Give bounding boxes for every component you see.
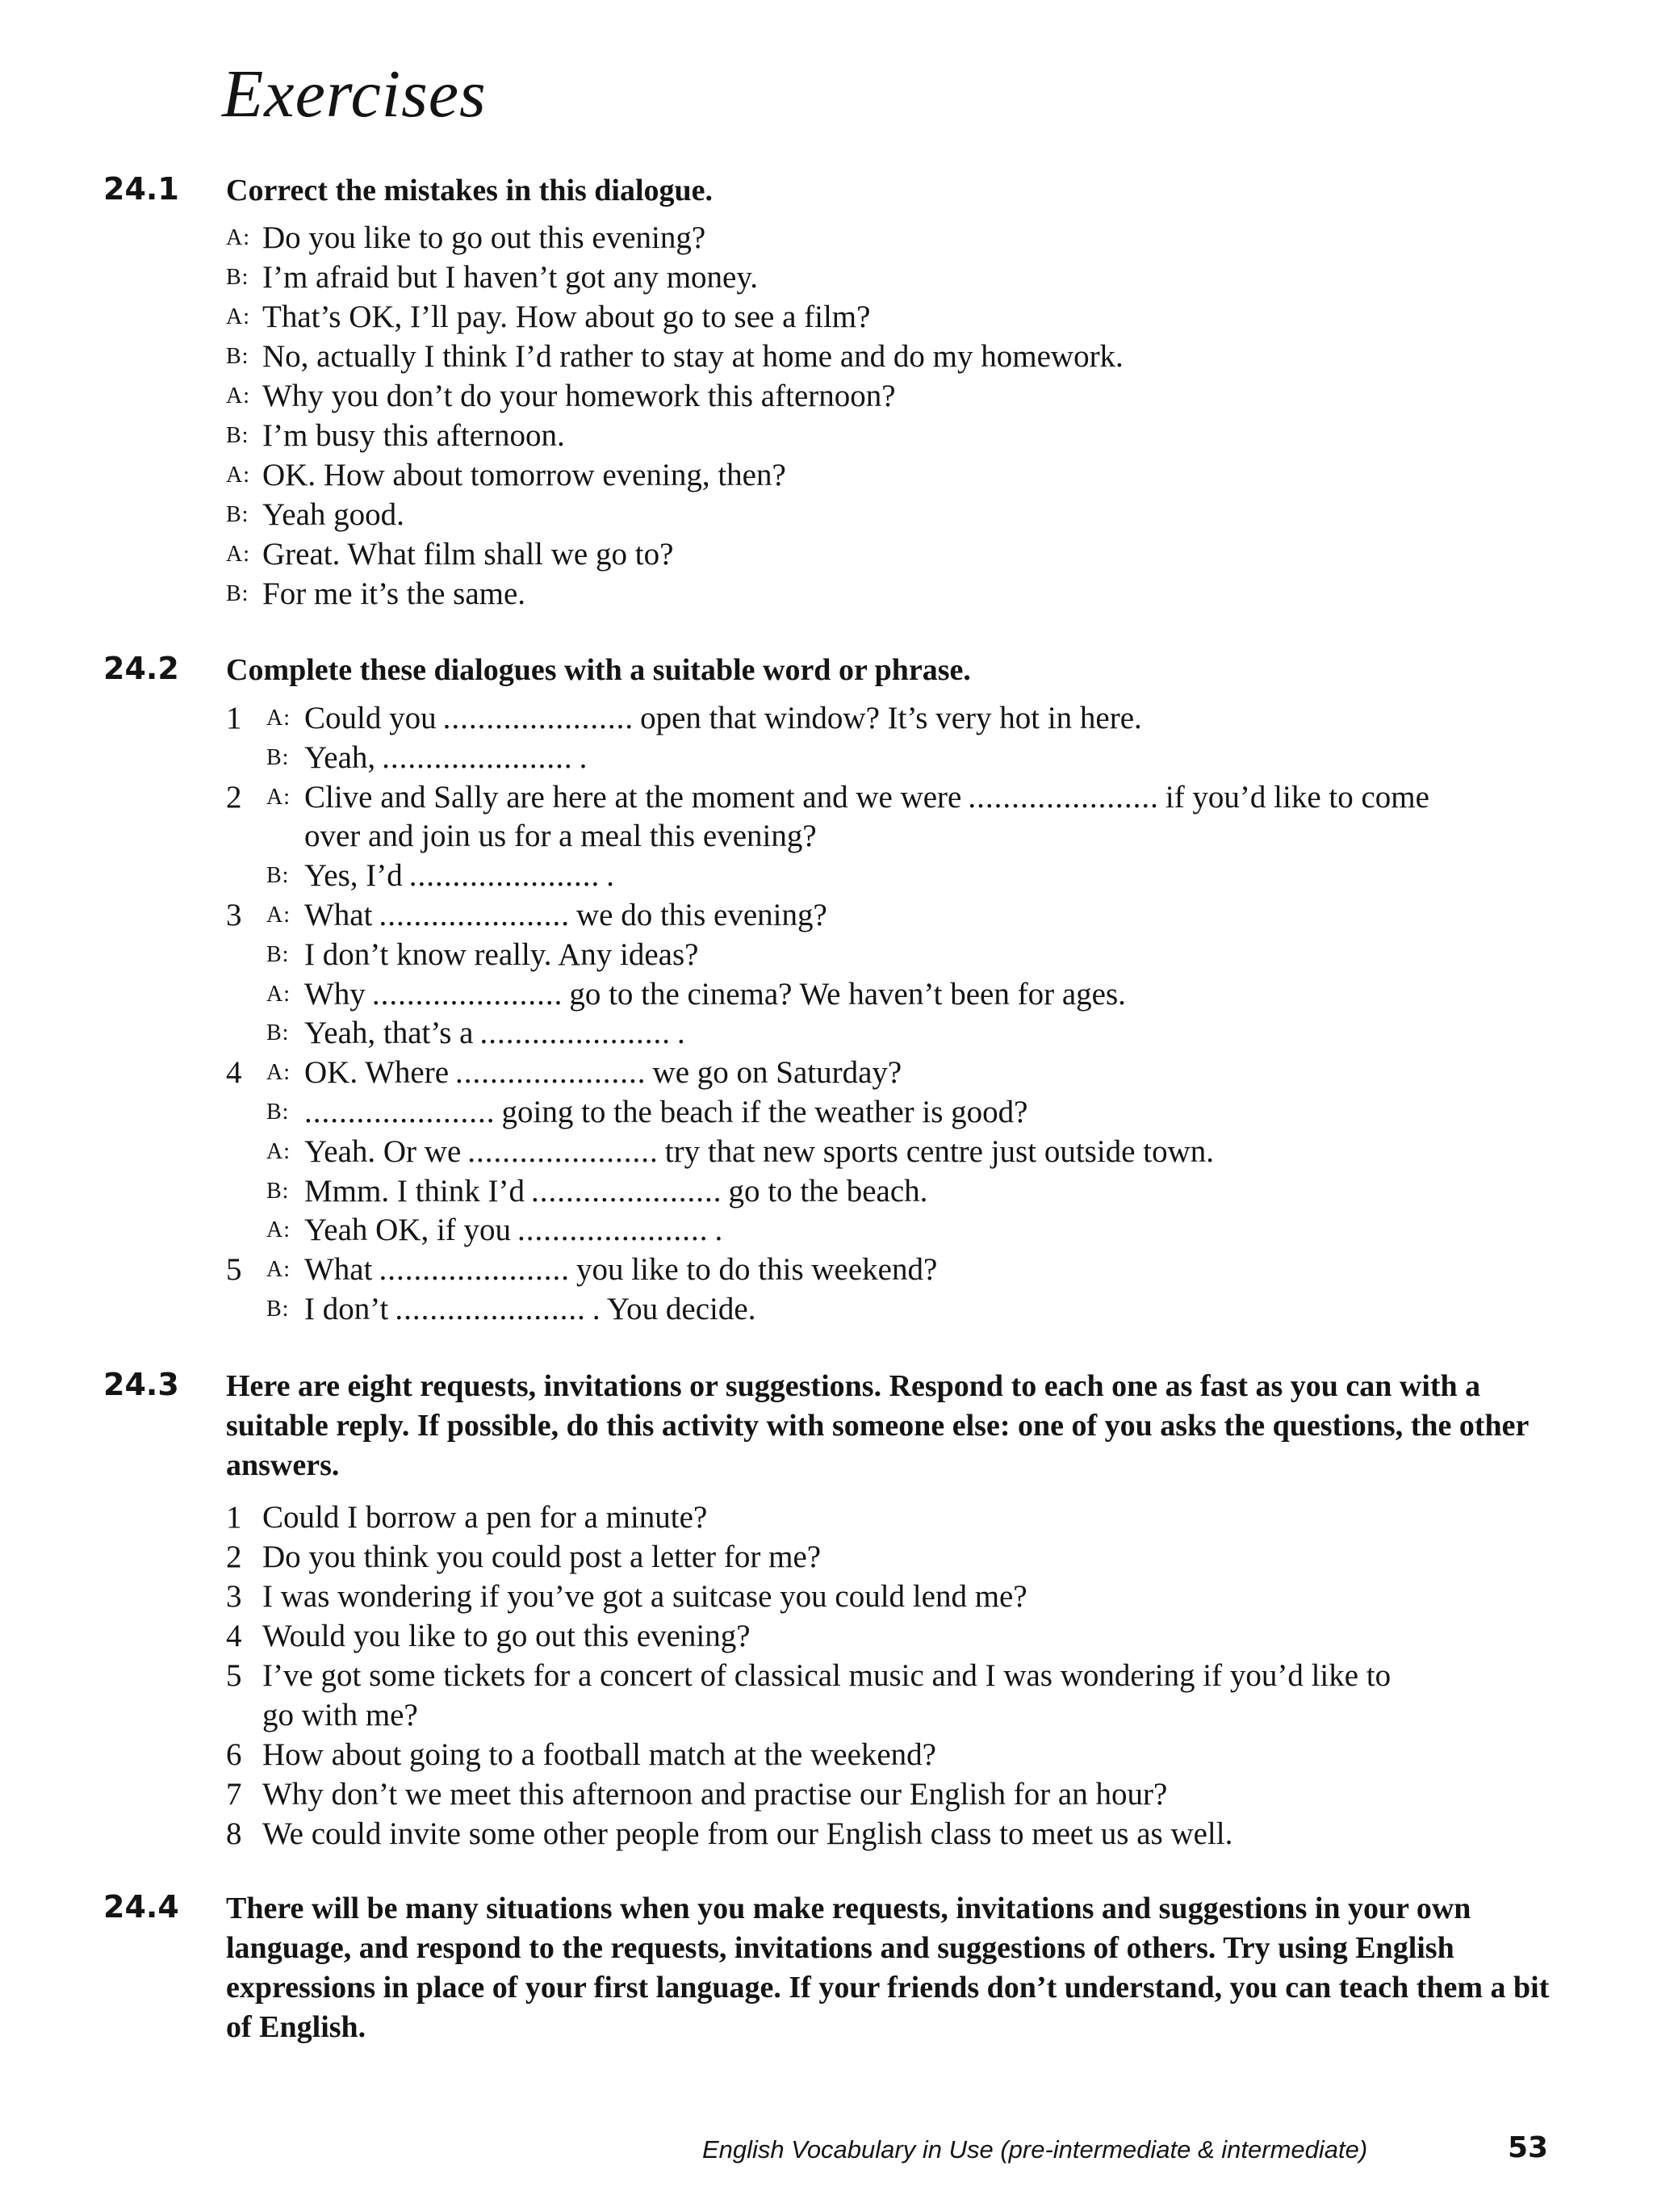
text-after-gap: . (676, 1016, 685, 1051)
dialogue-line (0, 258, 1653, 297)
text-after-gap: try that new sports centre just outside town. (664, 1133, 1214, 1169)
item-number: 1 (226, 1500, 242, 1535)
gap-blank: ...................... (467, 1133, 659, 1169)
text-after-gap: . (714, 1213, 723, 1248)
item-number: 2 (226, 779, 242, 815)
dialogue-line (0, 816, 1653, 856)
dialogue-text (304, 738, 587, 777)
dialogue-line (0, 495, 1653, 534)
gap-blank: ...................... (371, 976, 563, 1012)
dialogue-line (0, 455, 1653, 495)
exercise-instruction: There will be many situations when you make requests, invitations and suggestions in your own language, and respond to the requests, invitations and suggestions of others. Try using English expressions in place of your first language. If your friends don’t understand, you can teach them a bit of English. (226, 1892, 1550, 2044)
speaker-label: A: (266, 784, 291, 810)
text-before-gap: Why (304, 976, 366, 1012)
dialogue-text (304, 974, 1126, 1014)
item-number: 7 (226, 1777, 242, 1812)
page-number: 53 (1508, 2131, 1549, 2164)
text-after-gap: if you’d like to come (1165, 779, 1429, 815)
gap-blank: ...................... (479, 1016, 671, 1051)
list-item (0, 1577, 1653, 1616)
text-before-gap: What (304, 898, 373, 932)
speaker-label: B: (226, 344, 249, 369)
dialogue-line (0, 1210, 1653, 1250)
dialogue-line (0, 1092, 1653, 1132)
text-before-gap: Yeah, that’s a (304, 1016, 474, 1051)
text-before-gap: What (304, 1252, 373, 1288)
exercise-number: 24.1 (103, 171, 179, 207)
list-item (0, 1537, 1653, 1577)
text-after-gap: we go on Saturday? (652, 1055, 902, 1091)
list-item (0, 1774, 1653, 1814)
text-after-gap: . (606, 858, 614, 894)
dialogue-text (304, 1171, 927, 1211)
dialogue-line (0, 1132, 1653, 1171)
text-before-gap: I don’t know really. Any ideas? (304, 936, 699, 972)
dialogue-line (0, 534, 1653, 574)
dialogue-line (0, 895, 1653, 935)
gap-blank: ...................... (408, 858, 601, 894)
dialogue-line (0, 416, 1653, 455)
dialogue-text (304, 1210, 722, 1250)
question-text: I was wondering if you’ve got a suitcase you could lend me? (262, 1579, 1027, 1614)
list-item (0, 1735, 1653, 1774)
speaker-label: A: (226, 304, 250, 329)
item-number: 6 (226, 1737, 242, 1772)
dialogue-text (304, 1289, 755, 1329)
dialogue-text: Great. What film shall we go to? (262, 537, 674, 572)
speaker-label: A: (226, 383, 250, 408)
dialogue-line (0, 218, 1653, 258)
text-after-gap: we do this evening? (575, 898, 827, 932)
question-text: I’ve got some tickets for a concert of classical music and I was wondering if you’d like to (262, 1658, 1391, 1693)
item-number: 3 (226, 898, 242, 932)
text-before-gap: OK. Where (304, 1055, 450, 1091)
text-before-gap: I don’t (304, 1292, 389, 1326)
speaker-label: B: (226, 502, 249, 527)
text-before-gap: Yeah, (304, 739, 376, 775)
gap-blank: ...................... (530, 1173, 722, 1209)
text-after-gap: . You decide. (592, 1292, 756, 1326)
speaker-label: A: (226, 542, 250, 567)
book-title-footer: English Vocabulary in Use (pre-intermediate & intermediate) (702, 2135, 1368, 2164)
item-number: 5 (226, 1658, 242, 1693)
dialogue-text: I’m afraid but I haven’t got any money. (262, 260, 759, 295)
text-after-gap: go to the cinema? We haven’t been for ages. (569, 976, 1126, 1012)
speaker-label: B: (266, 1297, 290, 1322)
dialogue-text: OK. How about tomorrow evening, then? (262, 458, 786, 492)
dialogue-line (0, 337, 1653, 376)
dialogue-line (0, 376, 1653, 416)
dialogue-text: I’m busy this afternoon. (262, 418, 565, 453)
dialogue-text: Why you don’t do your homework this afternoon? (262, 379, 896, 413)
list-item (0, 1616, 1653, 1656)
exercise-instruction: Here are eight requests, invitations or suggestions. Respond to each one as fast as you can with a suitable reply. If possible, do this activity with someone else: one of you asks the questions, the other answers. (226, 1369, 1529, 1482)
dialogue-text (304, 1250, 937, 1289)
dialogue-line (0, 297, 1653, 337)
exercise-instruction: Complete these dialogues with a suitable word or phrase. (226, 653, 971, 687)
speaker-label: A: (266, 1257, 291, 1283)
text-before-gap: over and join us for a meal this evening? (304, 819, 817, 854)
exercise-instruction: Correct the mistakes in this dialogue. (226, 174, 714, 207)
item-number: 1 (226, 701, 242, 735)
exercise-number: 24.3 (103, 1367, 179, 1402)
gap-blank: ...................... (442, 701, 634, 735)
speaker-label: B: (226, 265, 249, 290)
text-after-gap: open that window? It’s very hot in here. (640, 701, 1142, 735)
dialogue-line (0, 777, 1653, 817)
dialogue-line (0, 856, 1653, 895)
dialogue-text: Yeah good. (262, 497, 404, 532)
dialogue-text (304, 856, 614, 895)
dialogue-line (0, 574, 1653, 614)
item-number: 4 (226, 1055, 242, 1091)
dialogue-line (0, 738, 1653, 777)
dialogue-line (0, 1171, 1653, 1211)
dialogue-line (0, 935, 1653, 974)
text-after-gap: going to the beach if the weather is good? (501, 1095, 1028, 1129)
dialogue-text: Do you like to go out this evening? (262, 220, 706, 255)
item-number: 5 (226, 1252, 242, 1288)
dialogue-line (0, 1289, 1653, 1329)
text-before-gap: Mmm. I think I’d (304, 1173, 525, 1209)
question-text: How about going to a football match at the weekend? (262, 1737, 936, 1772)
dialogue-line (0, 1013, 1653, 1053)
question-text: Could I borrow a pen for a minute? (262, 1500, 708, 1535)
dialogue-line (0, 1250, 1653, 1289)
speaker-label: B: (226, 423, 249, 448)
list-item (0, 1498, 1653, 1537)
gap-blank: ...................... (395, 1292, 586, 1326)
text-before-gap: Yeah OK, if you (304, 1213, 512, 1248)
dialogue-text (304, 698, 1142, 738)
speaker-label: B: (266, 1020, 290, 1046)
speaker-label: A: (266, 903, 291, 928)
item-number: 2 (226, 1540, 242, 1574)
speaker-label: B: (266, 941, 290, 967)
dialogue-text: For me it’s the same. (262, 576, 526, 611)
gap-blank: ...................... (455, 1055, 647, 1091)
gap-blank: ...................... (379, 898, 570, 932)
dialogue-text: That’s OK, I’ll pay. How about go to see a film? (262, 300, 871, 334)
dialogue-line (0, 974, 1653, 1014)
speaker-label: B: (266, 1178, 290, 1204)
text-before-gap: Could you (304, 701, 437, 735)
dialogue-text (304, 777, 1429, 817)
list-item (0, 1695, 1653, 1735)
item-number: 4 (226, 1619, 242, 1653)
question-text: Why don’t we meet this afternoon and practise our English for an hour? (262, 1777, 1168, 1812)
text-after-gap: you like to do this weekend? (575, 1252, 938, 1288)
speaker-label: A: (266, 1060, 291, 1086)
dialogue-text (304, 895, 827, 935)
gap-blank: ...................... (382, 739, 573, 775)
question-text: Do you think you could post a letter for me? (262, 1540, 822, 1574)
speaker-label: B: (266, 1100, 290, 1125)
speaker-label: A: (266, 706, 291, 731)
text-before-gap: Clive and Sally are here at the moment and we were (304, 779, 962, 815)
dialogue-line (0, 1053, 1653, 1092)
dialogue-line (0, 698, 1653, 738)
gap-blank: ...................... (517, 1213, 709, 1248)
list-item (0, 1656, 1653, 1695)
exercise-number: 24.2 (103, 651, 179, 686)
text-before-gap: Yes, I’d (304, 858, 403, 894)
dialogue-text (304, 1132, 1214, 1171)
text-before-gap: Yeah. Or we (304, 1133, 462, 1169)
text-after-gap: go to the beach. (728, 1173, 928, 1209)
dialogue-text (304, 935, 698, 974)
dialogue-text: No, actually I think I’d rather to stay at home and do my homework. (262, 339, 1124, 374)
speaker-label: A: (266, 1138, 291, 1164)
gap-blank: ...................... (379, 1252, 570, 1288)
dialogue-text (304, 1053, 902, 1092)
item-number: 3 (226, 1579, 242, 1614)
dialogue-text (304, 1092, 1027, 1132)
speaker-label: B: (226, 581, 249, 606)
speaker-label: A: (226, 463, 250, 488)
question-text: We could invite some other people from our English class to meet us as well. (262, 1816, 1233, 1851)
speaker-label: A: (266, 1217, 291, 1243)
gap-blank: ...................... (968, 779, 1159, 815)
text-after-gap: . (579, 739, 588, 775)
speaker-label: B: (266, 744, 290, 770)
speaker-label: A: (266, 981, 291, 1007)
question-text: Would you like to go out this evening? (262, 1619, 751, 1653)
speaker-label: B: (266, 863, 290, 889)
dialogue-text (304, 1013, 685, 1053)
list-item (0, 1814, 1653, 1854)
page-title: Exercises (222, 57, 487, 132)
dialogue-text (304, 816, 817, 856)
gap-blank: ...................... (304, 1095, 496, 1129)
question-text: go with me? (262, 1698, 418, 1732)
item-number: 8 (226, 1816, 242, 1851)
speaker-label: A: (226, 225, 250, 250)
exercise-number: 24.4 (103, 1889, 179, 1925)
